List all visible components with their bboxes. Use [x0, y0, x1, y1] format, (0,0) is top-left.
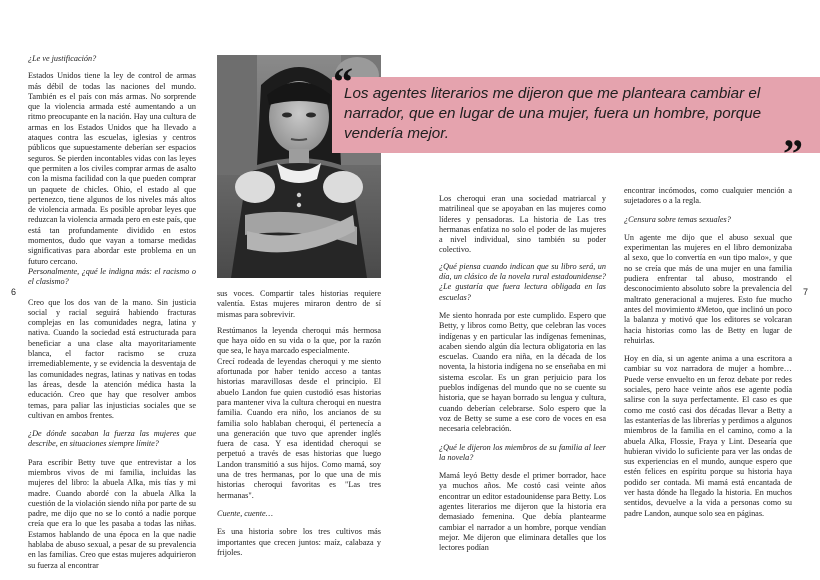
interview-answer: Mamá leyó Betty desde el primer borrador, hace ya muchos años. Me costó casi veinte años encontrar un editor estadounidense para Betty. Los agentes literarios me dijeron que la historia era demasiado femenina. Que debía plantearme cambiar el narrador a un hombre, porque vendían mejor. Me dijeron que eliminara detalles que los lectores podían	[439, 471, 606, 553]
open-quote-mark: “	[333, 59, 353, 104]
pull-quote: Los agentes literarios me dijeron que me planteara cambiar el narrador, que en lugar de una mujer, fuera un hombre, porque vendería mejor.	[344, 85, 762, 142]
interview-answer: Un agente me dijo que el abuso sexual que experimentan las mujeres en el libro demonizaba al sexo, que lo convertía en «un tipo malo», y que no se creía que más de una mujer en una familia pudiera enfrentar tal abuso, mostrando el desconocimiento absoluto sobre la prevalencia del maltrato generacional a mujeres. Esto fue mucho antes del movimiento #Metoo, que inclinó un poco la balanza y motivó que los editores se volcaran hacia historias como las de Betty en lugar de rehuirlas.	[624, 232, 792, 345]
interview-question: Cuente, cuente…	[217, 508, 273, 518]
interview-question: Personalmente, ¿qué le indigna más: el racismo o el clasismo?	[28, 266, 196, 287]
column-4	[624, 186, 792, 526]
interview-question: ¿Qué piensa cuando indican que su libro será, un día, un clásico de la novela rural estadounidense? ¿Le gustaría que fuera lectura obligada en las escuelas?	[439, 261, 606, 302]
interview-question: ¿De dónde sacaban la fuerza las mujeres que describe, en situaciones siempre límite?	[28, 429, 196, 449]
close-quote-mark: ”	[783, 131, 803, 176]
column-3	[439, 194, 606, 561]
interview-answer: encontrar incómodos, como cualquier mención a sujetadores o a la regla.	[624, 186, 792, 206]
interview-answer: Hoy en día, si un agente anima a una escritora a cambiar su voz narradora de mujer a hombre… Puede verse envuelto en un feroz debate por redes sociales, pero hace veinte años ese agente podía salirse con la suya perfectamente. El caso es que como me costó casi dos décadas llevar a Betty a las estanterías de las librerías y perdimos a algunos miembros de la familia en el camino, como a la abuela Alka, Flossie, Fraya y Lint. Desearía que hubieran vivido lo suficiente para ver las ondas de sus experiencias en el mundo, aunque espero que estén felices en espíritu porque su historia haya podido ser contada. Mi mamá está encantada de ver hasta dónde ha llegado la historia. En muchos sentidos, devuelve a la vida a personas como su padre Landon, aunque solo sea en páginas.	[624, 354, 792, 518]
interview-question: ¿Qué le dijeron los miembros de su familia al leer la novela?	[439, 442, 606, 462]
interview-answer: Crecí rodeada de leyendas cheroqui y me siento afortunada por haber tenido acceso a tantas historias maravillosas desde el principio. El abuelo Landon fue quien custodió esas historias para mantener viva la cultura cheroqui en nuestra familia. Cuando era niño, los ancianos de su familia solo hablaban cheroqui, él pertenecía a una generación que tuvo que aprender inglés fuera de casa. Y esa identidad cheroqui se perpetuó a través de esas historias que luego Landon transmitió a sus hijos. Como mamá, soy una de tres hermanas, por lo que una de mis historias cheroqui favoritas es "Las tres hermanas".	[217, 356, 381, 500]
column-2	[217, 289, 381, 565]
interview-question: ¿Le ve justificación?	[28, 54, 97, 63]
interview-question: ¿Censura sobre temas sexuales?	[624, 214, 731, 224]
interview-answer: Para escribir Betty tuve que entrevistar a los miembros vivos de mi familia, incluidas las mujeres del libro: la abuela Alka, mis tías y mi madre. Cuando abordé con la abuela Alka la cuestión de la violación siendo niña por parte de su padre, me dijo que no se lo contó a nadie porque creía que era lo que les pasaba a todas las niñas. Estamos hablando de una época en la que nadie hablaba de abuso sexual, a pesar de su prevalencia en las familias. Creo que estas mujeres adquirieron su fuerza al encontrar	[28, 457, 196, 570]
column-1	[28, 54, 196, 578]
interview-answer: sus voces. Compartir tales historias requiere valentía. Estas mujeres miraron dentro de sí mismas para sobrevivir.	[217, 289, 381, 319]
right-page-number: 7	[803, 287, 809, 297]
interview-answer: Me siento honrada por este cumplido. Espero que Betty, y libros como Betty, que celebran las voces indígenas y en particular las indígenas femeninas, acaben siendo algún día lectura obligatoria en las escuelas. Cuando era niña, en la década de los noventa, la historia indígena no se enseñaba en mi sistema escolar. Es un gran perjuicio para los pueblos indígenas del mundo que no se cuente su historia, que se hayan borrado su lengua y cultura, cuando deberían celebrarse. Solo espero que la voz de Betty se sume a ese coro de voces en esa necesaria celebración.	[439, 310, 606, 434]
interview-answer: Es una historia sobre los tres cultivos más importantes que crecen juntos: maíz, calabaza y frijoles.	[217, 527, 381, 557]
interview-answer: Estados Unidos tiene la ley de control de armas más débil de todas las naciones del mundo. También es el país con más armas. No sorprende que la violencia armada esté aumentando a un ritmo preocupante en la nación. Hay una cultura de armas en los Estados Unidos que ha llevado a ataques contra las escuelas, iglesias y centros públicos que supuestamente deberían ser espacios seguros. Se pierden incontables vidas con las leyes que permiten a los civiles comprar armas de asalto con la misma facilidad con la que pueden comprar un paquete de chicles. Ohio, el estado al que pertenezco, tiene algunos de los niveles más altos de violencia armada. Es posible aprobar leyes que reduzcan la violencia armada pero en este país, que está tan profundamente dividido en estos momentos, dudo que vayan a tomarse medidas significativas para abordar este problema en un futuro cercano.	[28, 71, 196, 266]
interview-answer: Creo que los dos van de la mano. Sin justicia social y racial seguirá habiendo fracturas complejas en las comunidades negra, latina y nativa. Cuando la sociedad está estructurada para beneficiar a una clase alta mayoritariamente blanca, el factor racismo se cruza irremediablemente, y se evidencia la desventaja de las comunidades negras, latinas y nativas en todas las áreas, desde la atención médica hasta la educación. Creo que hay que resolver ambos temas, para paliar las injusticias sociales que se cultivan en ambos frentes.	[28, 297, 196, 420]
interview-question: Restúmanos la leyenda cheroqui más hermosa que haya oído en su vida o la que, por la razón que sea, le haya marcado especialmente.	[217, 325, 381, 356]
interview-answer: Los cheroqui eran una sociedad matriarcal y matrilineal que se apoyaban en las mujeres como líderes y pensadoras. La historia de Las tres hermanas enfatiza no solo el poder de las mujeres a nivel individual, sino también su poder colectivo.	[439, 194, 606, 255]
left-page-number: 6	[11, 287, 17, 297]
